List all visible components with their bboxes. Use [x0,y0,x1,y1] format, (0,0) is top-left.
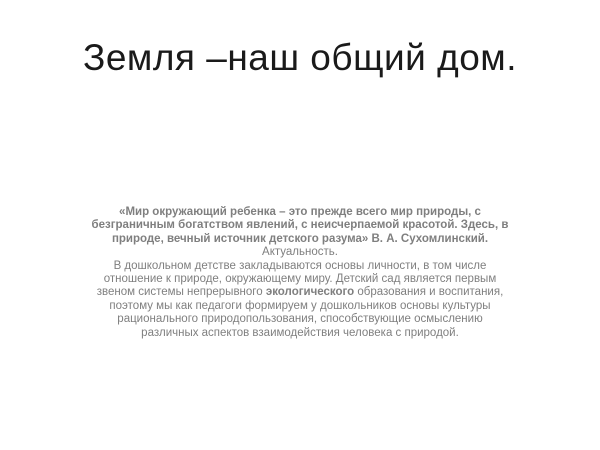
body-paragraph [88,260,512,340]
section-subtitle: Актуальность. [262,246,338,259]
slide-title: Земля –наш общий дом. [82,37,518,78]
paragraph-bold-word: экологического [265,286,355,299]
paragraph-text-after: образования и воспитания, поэтому мы как педагоги формируем у дошкольников основы культуры рационального природопользования, способствующие осмыслению различных аспектов взаимодействия человека с природой. [109,286,504,339]
quote-text: «Мир окружающий ребенка – это прежде всего мир природы, с безграничным богатством явлений, с неисчерпаемой красотой. Здесь, в природе, вечный источник детского разума» В. А. Сухомлинский. [91,206,509,245]
slide-body-text-block [88,206,512,340]
paragraph-text-before: В дошкольном детстве закладываются основы личности, в том числе отношение к природе, окружающему миру. Детский сад является первым звеном системы непрерывного [96,259,497,299]
